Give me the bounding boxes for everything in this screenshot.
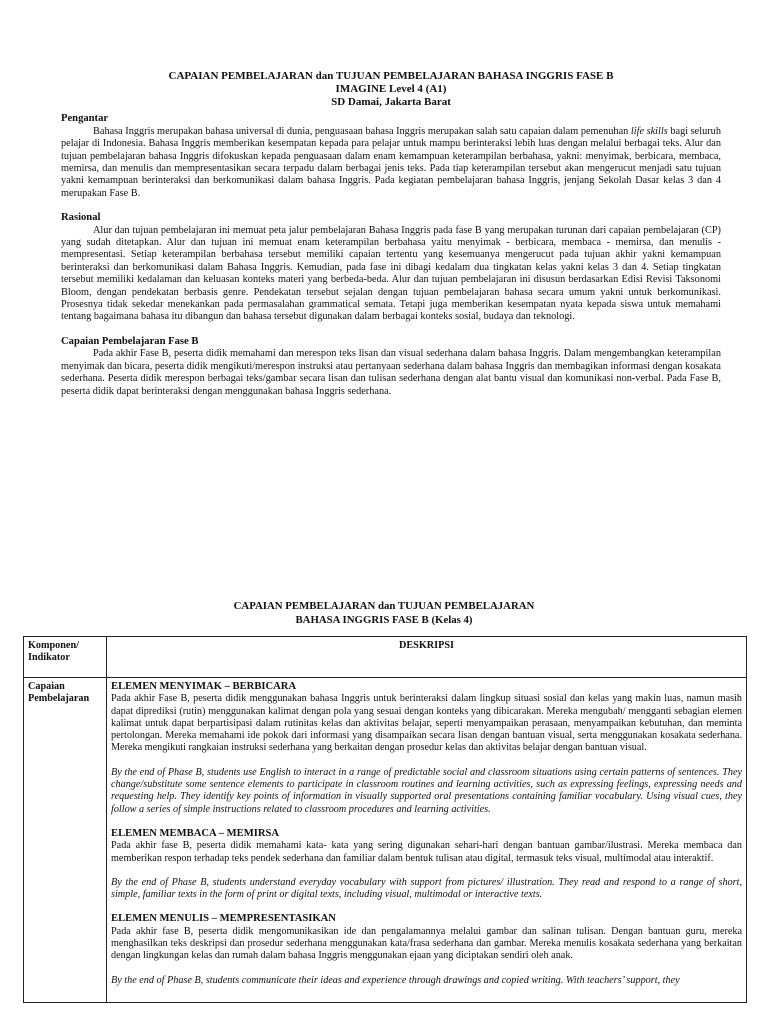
rasional-paragraph: Alur dan tujuan pembelajaran ini memuat peta jalur pembelajaran Bahasa Inggris pada fase B yang merupakan turunan dari capaian pembelajaran (CP) yang sudah ditetapkan. Alur dan tujuan ini memuat enam keterampilan berbahasa yaitu menyimak - berbicara, membaca - memirsa, dan menulis - mempresentasi. Setiap keterampilan berbahasa tersebut memiliki capaian tertentu yang kesemuanya mengerucut pada tujuan akhir yakni kemampuan berinteraksi dan berkomunikasi dalam Bahasa Inggris. Kemudian, pada fase ini dibagi kedalam dua tingkatan kelas yakni kelas 3 dan 4. Setiap tingkatan tersebut memiliki kedalaman dan keluasan konteks materi yang berbeda-beda. Alur dan tujuan pembelajaran ini disusun berdasarkan Edisi Revisi Taksonomi Bloom, dengan pendekatan berbasis genre. Pendekatan tersebut sejalan dengan tujuan pembelajaran bahasa secara umum yakni untuk berkomunikasi. Prosesnya tidak sekedar menekankan pada permasalahan grammatical semata. Tetapi juga memberikan kesempatan nyata kepada siswa untuk memahami tentang bagaimana bahasa itu dibangun dan bahasa tersebut digunakan dalam berbagai konteks sosial, budaya dan teknologi. (61, 224, 721, 323)
row-description (107, 678, 747, 1003)
pengantar-text-a: Bahasa Inggris merupakan bahasa universal di dunia, penguasaan bahasa Inggris merupakan salah satu capaian dalam pemenuhan (93, 125, 631, 137)
rasional-heading: Rasional (61, 212, 101, 224)
pengantar-text-b: bagi seluruh pelajar di Indonesia. Bahasa Inggris memberikan kesempatan kepada para pelajar untuk mampu berinteraksi lebih luas dengan melalui berbagai teks. Alur dan tujuan pembelajaran bahasa Inggris difokuskan kepada penguasaan dalam enam kemampuan keterampilan berbahasa, yakni: menyimak, berbicara, membaca, memirsa, dan menulis dan mempresentasikan secara terpadu dalam berbagai jenis teks. Pada tiap keterampilan tersebut akan mengerucut menjadi satu tujuan yakni kemampuan berinteraksi dan berkomunikasi dalam bahasa Inggris. Pada kegiatan pembelajaran bahasa Inggris, jenjang Sekolah Dasar kelas 3 dan 4 merupakan Fase B. (61, 125, 721, 199)
row-label: Capaian Pembelajaran (24, 678, 107, 1003)
page2-title-line-1: CAPAIAN PEMBELAJARAN dan TUJUAN PEMBELAJARAN (233, 600, 535, 612)
capaian-table (23, 636, 747, 1003)
element-en-text: By the end of Phase B, students use English to interact in a range of predictable social and classroom situations using certain patterns of sentences. They change/substitute some sentence elements to participate in classroom routines and learning activities, such as expressing feelings, expressing needs and requesting help. They identify key points of information in visually supported oral presentations containing familiar vocabulary. Using visual cues, they follow a series of simple instructions related to classroom procedures and learning activities. (111, 766, 742, 815)
element-heading: ELEMEN MENULIS – MEMPRESENTASIKAN (111, 913, 336, 925)
pengantar-italic: life skills (630, 125, 668, 137)
element-id-text: Pada akhir fase B, peserta didik memahami kata- kata yang sering digunakan sehari-hari dengan bantuan gambar/ilustrasi. Mereka membaca dan memberikan respon terhadap teks pendek sederhana dan familiar dalam bentuk tulisan atau digital, termasuk teks visual, multimodal atau interaktif. (111, 840, 742, 864)
element-en-text: By the end of Phase B, students communicate their ideas and experience through drawings and copied writing. With teachers’ support, they (111, 974, 680, 986)
element-id-text: Pada akhir Fase B, peserta didik menggunakan bahasa Inggris untuk berinteraksi dalam lingkup situasi sosial dan kelas yang makin luas, namun masih dapat diprediksi (rutin) menggunakan kalimat dengan pola yang sesuai dengan konteks yang dibicarakan. Mereka mengubah/ mengganti sebagian elemen kalimat untuk dapat berpartisipasi dalam rutinitas kelas dan aktivitas belajar, seperti menyampaikan perasaan, menyampaikan kebutuhan, dan meminta pertolongan. Mereka memahami ide pokok dari informasi yang disampaikan secara lisan dengan bantuan visual, serta menggunakan kosakata sederhana. Mereka mengikuti rangkaian instruksi sederhana yang berkaitan dengan prosedur kelas dan aktivitas belajar dengan bantuan visual. (111, 693, 742, 754)
element-id-text: Pada akhir fase B, peserta didik mengomunikasikan ide dan pengalamannya melalui gambar dan salinan tulisan. Dengan bantuan guru, mereka menghasilkan teks deskripsi dan prosedur sederhana menggunakan kata/frasa sederhana dan gambar. Mereka menulis kosakata sederhana yang berkaitan dengan lingkungan kelas dan rumah dalam bahasa Inggris menggunakan ejaan yang diciptakan sendiri oleh anak. (111, 925, 742, 962)
capaian-paragraph: Pada akhir Fase B, peserta didik memahami dan merespon teks lisan dan visual sederhana dalam bahasa Inggris. Dalam mengembangkan keterampilan menyimak dan bicara, peserta didik mengikuti/merespon instruksi atau pertanyaan sederhana dalam bahasa Inggris dan membagikan informasi dengan kosakata sederhana. Peserta didik merespon berbagai teks/gambar secara lisan dan tulisan sederhana dengan alat bantu visual dan komunikasi non-verbal. Pada Fase B, peserta didik dapat berinteraksi dengan menggunakan bahasa Inggris sederhana. (61, 348, 721, 397)
page1-title-line-2: IMAGINE Level 4 (A1) (335, 82, 447, 95)
header-deskripsi: DESKRIPSI (107, 637, 747, 678)
pengantar-paragraph (61, 126, 721, 200)
table-header-row (24, 637, 747, 678)
page1-section (61, 70, 721, 398)
page2-title (0, 600, 768, 627)
pengantar-heading: Pengantar (61, 113, 109, 125)
page1-title-line-3: SD Damai, Jakarta Barat (331, 95, 451, 108)
page2-title-line-2: BAHASA INGGRIS FASE B (Kelas 4) (295, 613, 473, 626)
page1-title-line-1: CAPAIAN PEMBELAJARAN dan TUJUAN PEMBELAJARAN BAHASA INGGRIS FASE B (168, 70, 614, 82)
element-en-text: By the end of Phase B, students understand everyday vocabulary with support from pictures/ illustration. They read and respond to a range of short, simple, familiar texts in the form of print or digital texts, including visual, multimodal or interactive texts. (111, 876, 742, 901)
element-heading: ELEMEN MEMBACA – MEMIRSA (111, 827, 280, 839)
header-komponen: Komponen/ Indikator (24, 637, 107, 678)
element-heading: ELEMEN MENYIMAK – BERBICARA (111, 681, 297, 692)
table-row (24, 678, 747, 1003)
capaian-heading: Capaian Pembelajaran Fase B (61, 335, 199, 347)
